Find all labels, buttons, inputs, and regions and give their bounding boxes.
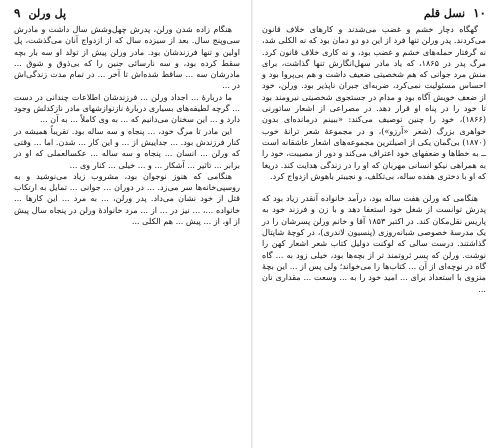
page-body: [262, 24, 486, 295]
paragraph: هنگام زاده شدن ورلن، پدرش چهل‌وشش سال داشت و مادرش سی‌وپنج سال. بعد از سیزده سال که از ازدواج آنان می‌گذشت، پل اولین و تنها فرزندشان بود. مادر ورلن پیش از تولد او سه بار بچه سقط کرده بود، و سه نارسائی جنین را که بی‌ذوق و شوق ... مادرشان سه ... ساقط شده‌اش تا آخر ... در تمام مدت زندگی‌اش در ...: [14, 24, 240, 91]
page-number: ۱۰: [473, 6, 486, 20]
paragraph: گهگاه دچار خشم و غضب می‌شدند و کارهای خلاف قانون می‌کردند. پدر ورلن تنها فرد از این دو دو دمان بود که نه الکلی شد، نه گرفتار حمله‌های خشم و غضب بود، و نه کاری خلاف قانون کرد. مرگ پدر در ۱۸۶۵، که یاد مادر سهل‌انگارش تنها گذاشت، برای منش مرد جوانی که هم شخصیتی ضعیف داشت و هم بی‌پروا بود و احساس مسئولیت نمی‌کرد، ضربه‌ای جبران ناپذیر بود. ورلن، خود از ضعف خویش آگاه بود و مدام در جستجوی شخصیتی نیرومند بود تا خود را در پناه او قرار دهد. در مصراعی از اشعار ساتورنی (۱۸۶۶)، خود را چنین توصیف می‌کند: «ببینم درمانده‌ای بدون خواهری بزرگ (شعر «آرزو»)، و در مجموعهٔ شعر ترانهٔ خوب (۱۸۷۰) بی‌گمان یکی از اصیلترین مجموعه‌های اشعار عاشقانه است ــ به خطاها و ضعفهای خود اعتراف می‌کند و دور از مصیبت، خود را به همراهی نیکو انسانی مهربان که او را در زندگی هدایت کند. دریغا که او با دختری هفده ساله، بی‌تکلف، و نجیبتر باهوش ازدواج کرد.: [262, 24, 486, 181]
paragraph: ما دربارهٔ ... اجداد ورلن ... فرزندشان اطلاعات چندانی در دست ... گرچه لطیفه‌های بسیاری دربارهٔ نازنوازشهای مادر نازکدلش وجود دارد و ... این سخنان می‌دانیم که ... به وی کاملاً ... به آن ...: [14, 91, 240, 125]
running-head: پل ورلن: [28, 7, 67, 20]
page-number: ۹: [14, 6, 21, 20]
running-head: نسل قلم: [423, 7, 466, 20]
right-page: [252, 0, 504, 448]
paragraph: هنگامی که هنوز نوجوان بود، مشروب زیاد می‌نوشید و به روسپی‌خانه‌ها سر می‌زد. ... در دوران ... جوانی ... تمایل به ارتکاب قتل از خود نشان می‌داد. پدر ورلن، ... به مرد ... این کارها ... خانواده ...، ... نیز در ... از ... مرد خانوادهٔ ورلن در پنجاه سال پیش از او، از ... پیش ... هم الکلی ...: [14, 170, 240, 227]
book-gutter: [251, 0, 253, 448]
page-header: [262, 6, 486, 22]
paragraph: این مادر تا مرگ خود، ... پنجاه و سه ساله بود. تقریباً همیشه در کنار فرزندش بود. ... جداییش از ... و این کار ... شدن. اما ... وقتی که ورلن ... انسان ... پنجاه و سه ساله ... عکسالعملی که او در برابر ... تاثیر ... آشکار ... و ... خیلی ... کنار وی ...: [14, 125, 240, 170]
paragraph: هنگامی که ورلن هفت ساله بود، درآمد خانواده آنقدر زیاد بود که پدرش توانست از شغل خود استعفا دهد و با زن و فرزند خود به پاریس نقل‌مکان کند. در اکتبر ۱۸۵۳ آقا و خانم ورلن پسرشان را در یک مدرسهٔ خصوصی شبانه‌روزی (پنسیون لاندری)، در کوچهٔ شاپتال گذاشتند. درست سالی که لوکنت دولیل کتاب شعر اشعار کهن را نوشت. ورلن که پسر ثروتمند تر از بچه‌ها بود، خیلی زود به ... گاه گاه در نوچه‌ای از آن ... کتاب‌ها را می‌خواند؛ ولی پس از ... این بچهٔ منزوی با استعداد برای ... امید خود را به ... وسعت ... مقداری نان ...: [262, 193, 486, 294]
page-body: [14, 24, 240, 227]
page-header: [14, 6, 240, 22]
